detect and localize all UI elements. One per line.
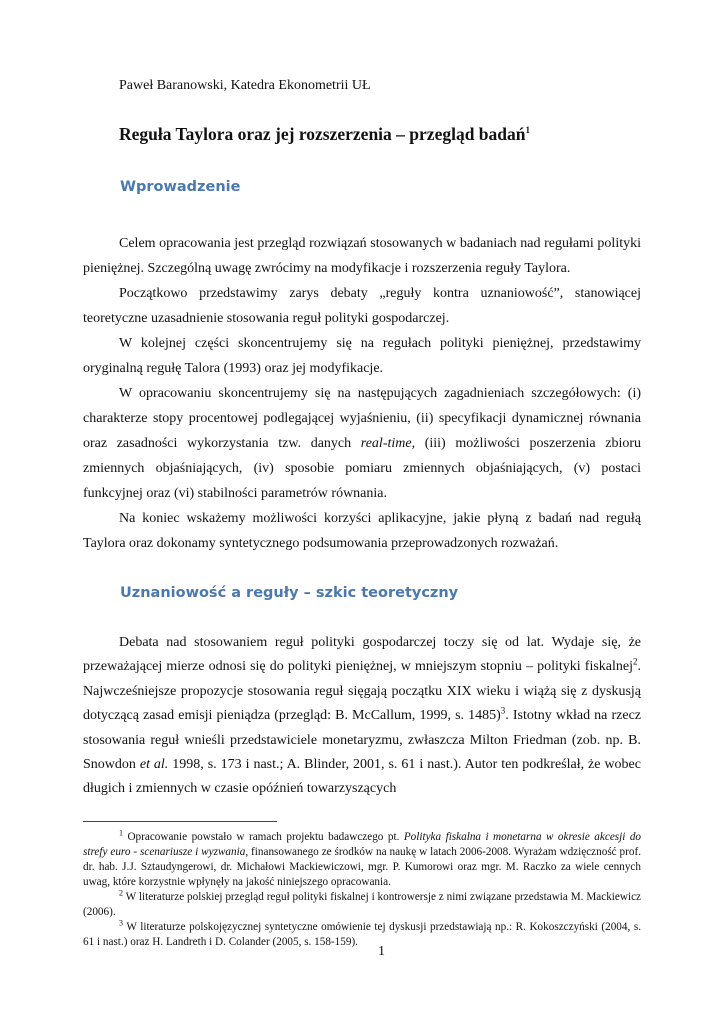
title-footnote-marker[interactable]: 1 xyxy=(525,125,530,136)
footnote-1: $^1$ Opracowanie powstało w ramach projektu badawczego pt. Polityka fiskalna i monetarna w okresie akcesji do strefy euro - scenariusze i wyzwania, finansowanego ze środków na naukę w latach 2006-2008. Wyrażam wdzięczność prof. dr. hab. J.J. Sztaudyngerowi, dr. Michałowi Mackiewiczowi, mgr. P. Kumorowi oraz mgr. M. Raczko za wiele cennych uwag, które korzystnie wpłynęły na jakość niniejszego opracowania. xyxy=(83,828,642,888)
paragraph: Debata nad stosowaniem reguł polityki gospodarczej toczy się od lat. Wydaje się, że przeważającej mierze odnosi się do polityki pieniężnej, w mniejszym stopniu – polityki fiskalnej$^2$. Najwcześniejsze propozycje stosowania reguł sięgają początku XIX wieku i wiążą się z dyskusją dotyczącą zasad emisji pieniądza (przegląd: B. McCallum, 1999, s. 1485)$^3$. Istotny wkład na rzecz stosowania reguł wnieśli przedstawiciele monetaryzmu, zwłaszcza Milton Friedman (zob. np. B. Snowdon et al. 1998, s. 173 i nast.; A. Blinder, 2001, s. 61 i nast.). Autor ten podkreślał, że wobec długich i zmiennych w czasie opóźnień towarzyszących xyxy=(83,635,641,797)
footnote-2: $^2$ W literaturze polskiej przegląd reguł polityki fiskalnej i kontrowersje z nimi związane przedstawia M. Mackiewicz (2006). xyxy=(83,888,641,918)
footnote-marker-2[interactable]: 2 xyxy=(633,656,638,667)
paper-title xyxy=(119,124,530,145)
section-heading-discretion-vs-rules: Uznaniowość a reguły – szkic teoretyczny xyxy=(120,585,459,601)
emphasis: et al. xyxy=(139,757,169,773)
paragraph: W opracowaniu skoncentrujemy się na następujących zagadnieniach szczegółowych: (i) charakterze stopy procentowej podlegającej wyjaśnieniu, (ii) specyfikacji dynamicznej równania oraz zasadności wykorzystania tzw. danych real-time, (iii) możliwości poszerzenia zbioru zmiennych objaśniających, (iv) sposobie pomiaru zmiennych objaśniających, (v) postaci funkcyjnej oraz (vi) stabilności parametrów równania. xyxy=(83,386,642,501)
footnote-marker-3[interactable]: 3 xyxy=(500,705,506,716)
discretion-section-body xyxy=(83,631,641,802)
title-text: Reguła Taylora oraz jej rozszerzenia – przegląd badań xyxy=(119,124,526,144)
footnote-separator xyxy=(83,821,277,822)
page-number: 1 xyxy=(378,944,385,959)
footnote-3: $^3$ W literaturze polskojęzycznej syntetyczne omówienie tej dyskusji przedstawiają np.: R. Kokoszczyński (2004, s. 61 i nast.) oraz H. Landreth i D. Colander (2005, s. 158-159). xyxy=(83,918,641,948)
paragraph: W kolejnej części skoncentrujemy się na regułach polityki pieniężnej, przedstawimy oryginalną regułę Talora (1993) oraz jej modyfikacje. xyxy=(83,336,641,376)
author-line: Paweł Baranowski, Katedra Ekonometrii UŁ xyxy=(119,78,371,93)
paragraph: Na koniec wskażemy możliwości korzyści aplikacyjne, jakie płyną z badań nad regułą Taylora oraz dokonamy syntetycznego podsumowania przeprowadzonych rozważań. xyxy=(83,511,641,551)
introduction-body xyxy=(83,231,641,556)
footnotes xyxy=(83,830,641,950)
paragraph: Początkowo przedstawimy zarys debaty „reguły kontra uznaniowość”, stanowiącej teoretyczne uzasadnienie stosowania reguł polityki gospodarczej. xyxy=(83,286,641,326)
section-heading-introduction: Wprowadzenie xyxy=(120,179,241,195)
emphasis: real-time xyxy=(360,436,412,451)
paragraph: Celem opracowania jest przegląd rozwiązań stosowanych w badaniach nad regułami polityki pieniężnej. Szczególną uwagę zwrócimy na modyfikacje i rozszerzenia reguły Taylora. xyxy=(83,236,641,276)
